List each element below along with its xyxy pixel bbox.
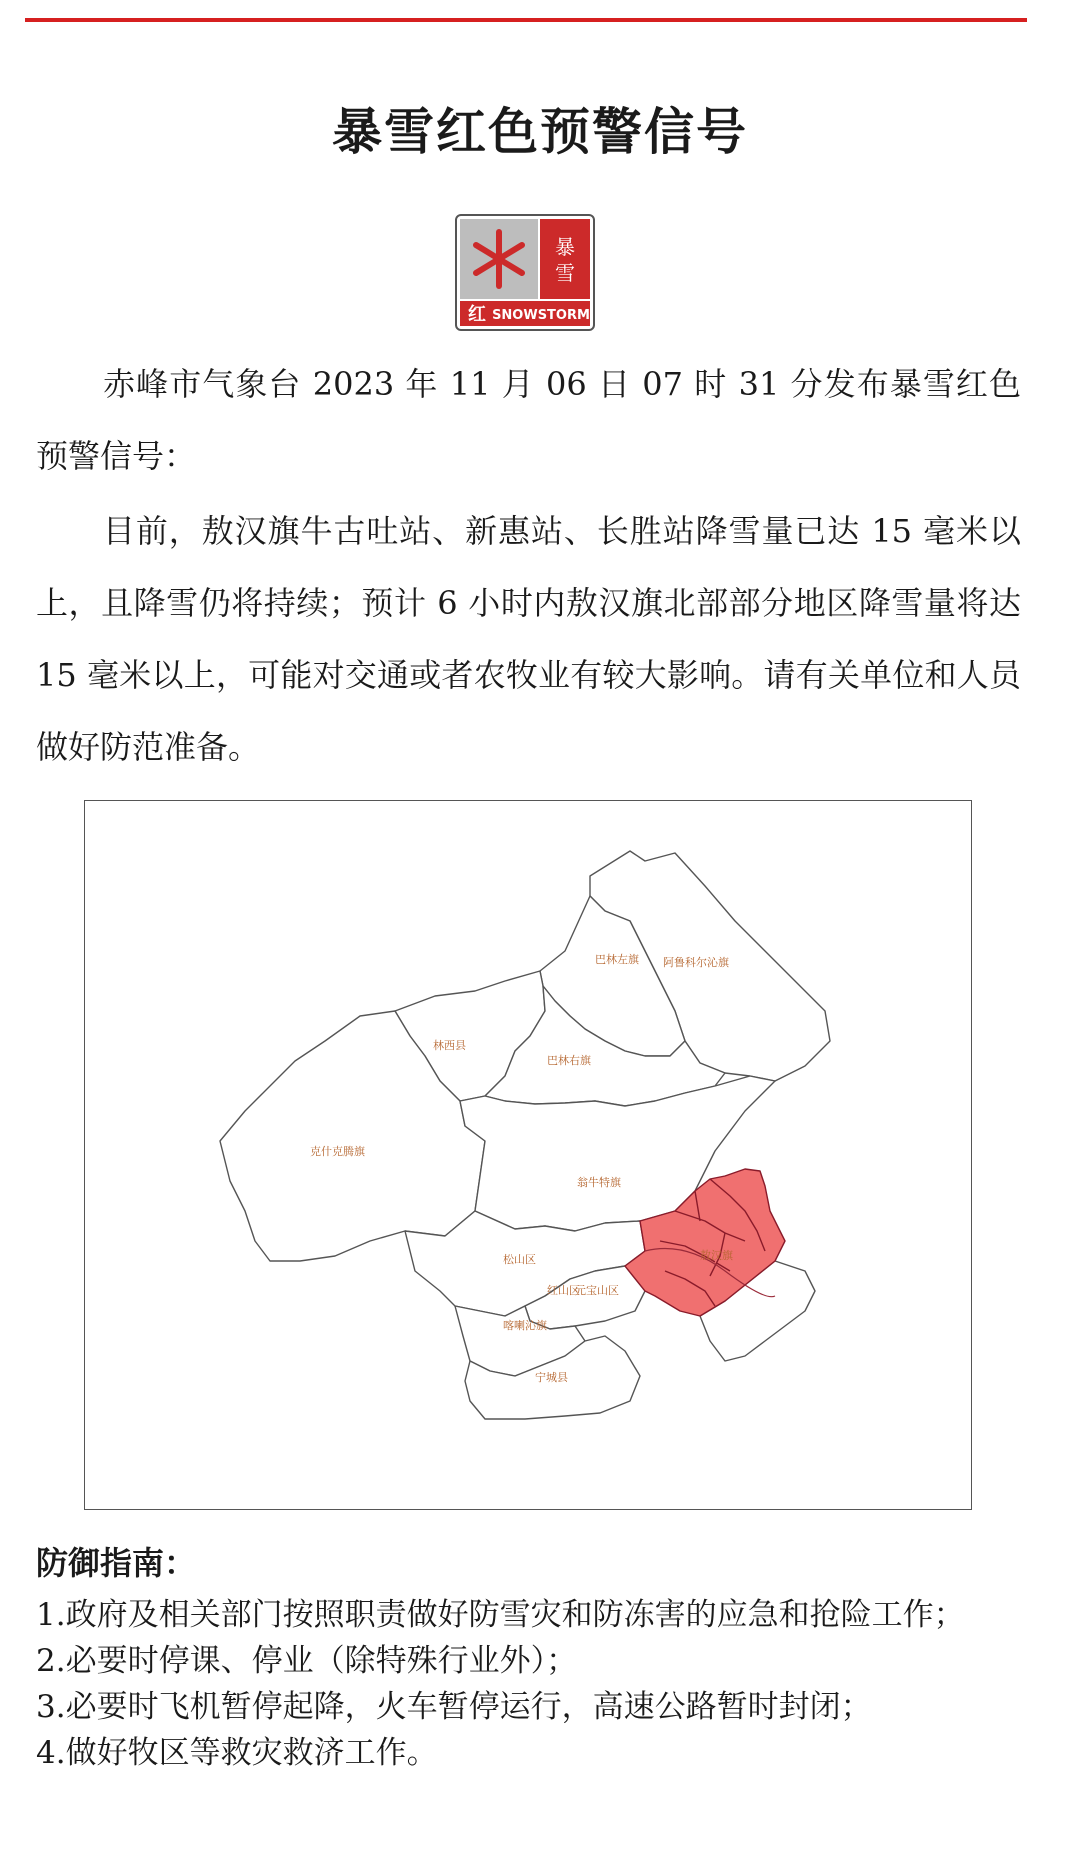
label-hongshan: 红山区 [547,1284,580,1297]
badge-english-label: SNOWSTORM [492,308,590,323]
label-balinzuo: 巴林左旗 [595,953,639,966]
page-title: 暴雪红色预警信号 [332,103,748,161]
label-keshiketeng: 克什克腾旗 [310,1145,365,1158]
guide-list [36,1592,1026,1776]
guide-item: 4.做好牧区等救灾救济工作。 [36,1735,438,1771]
badge-side-text-2: 雪 [555,261,575,285]
label-harqin: 喀喇沁旗 [503,1319,547,1332]
situation-paragraph [36,495,1021,783]
guide-item: 1.政府及相关部门按照职责做好防雪灾和防冻害的应急和抢险工作； [36,1597,965,1633]
label-aohan: 敖汉旗 [700,1249,733,1262]
label-songshan: 松山区 [503,1253,536,1266]
label-balinyou: 巴林右旗 [547,1054,591,1067]
warning-badge [455,214,595,331]
label-wengniute: 翁牛特旗 [577,1176,621,1189]
guide-title: 防御指南： [36,1544,197,1582]
label-ningcheng: 宁城县 [535,1371,568,1384]
issue-paragraph [36,348,1021,492]
warning-area-map [84,800,972,1510]
issue-text: 赤峰市气象台 2023 年 11 月 06 日 07 时 31 分发布暴雪红色预警信号： [36,365,1021,475]
badge-level-char: 红 [468,304,486,325]
header-red-rule [25,18,1027,22]
badge-side-text-1: 暴 [555,235,575,259]
guide-item: 3.必要时飞机暂停起降，火车暂停运行，高速公路暂时封闭； [36,1689,872,1725]
label-linxi: 林西县 [433,1039,466,1052]
guide-item: 2.必要时停课、停业（除特殊行业外）； [36,1643,578,1679]
label-aluke: 阿鲁科尔沁旗 [663,956,729,969]
label-yuanbaoshan: 元宝山区 [575,1284,619,1297]
situation-text: 目前，敖汉旗牛古吐站、新惠站、长胜站降雪量已达 15 毫米以上，且降雪仍将持续；预计 6 小时内敖汉旗北部部分地区降雪量将达 15 毫米以上，可能对交通或者农牧业有较大影响。请有关单位和人员做好防范准备。 [36,512,1021,766]
